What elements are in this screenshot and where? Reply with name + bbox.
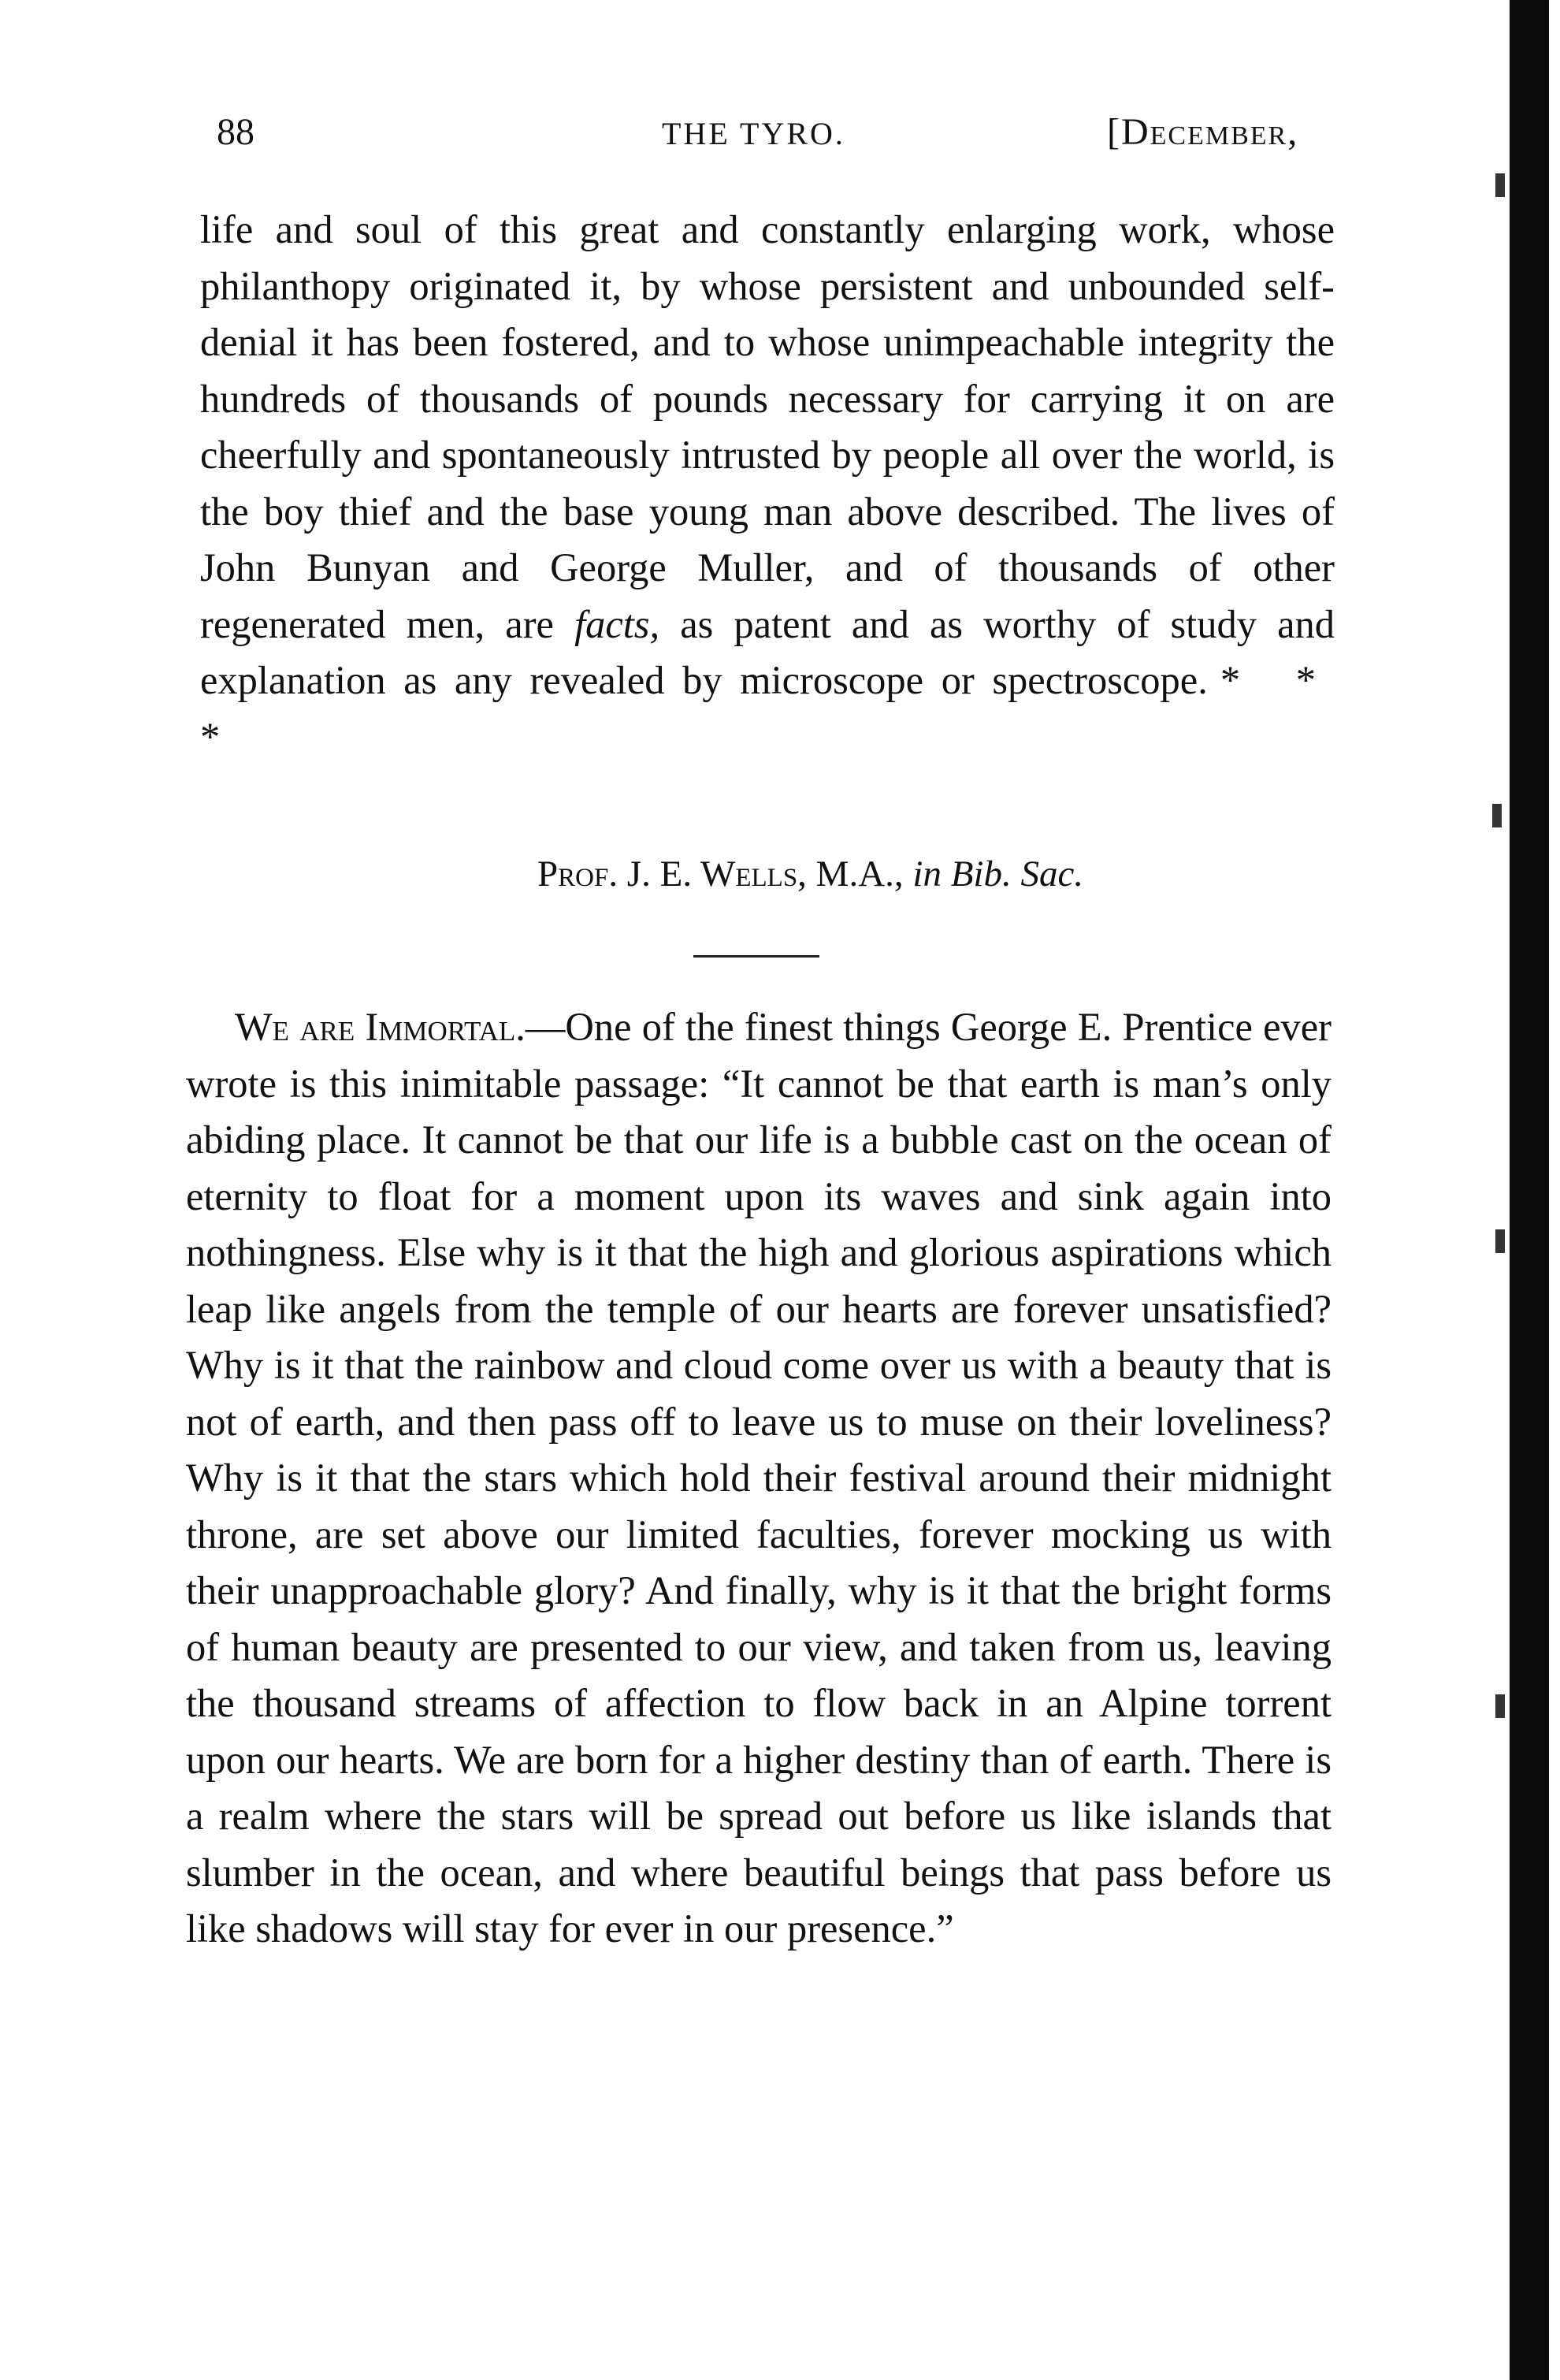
- emphasis-text: facts,: [574, 601, 660, 646]
- article-immortal: [186, 999, 1332, 1958]
- article-heading: We are Immortal.: [235, 1005, 526, 1049]
- attribution-source: in Bib. Sac.: [912, 853, 1084, 894]
- running-header: [0, 110, 1560, 165]
- attribution-author: Prof. J. E. Wells, M.A.,: [537, 853, 904, 894]
- scan-mark: [1495, 1229, 1505, 1253]
- scan-mark: [1495, 1694, 1505, 1718]
- scan-mark: [1495, 173, 1505, 197]
- scan-mark: [1492, 804, 1502, 827]
- running-date: [December,: [1107, 111, 1299, 153]
- paragraph-text-end: as patent and as worthy of study and explanation as any revealed by microscope or spectroscope.: [200, 601, 1335, 702]
- section-divider: [693, 955, 819, 958]
- article-body: —One of the finest things George E. Prentice ever wrote is this inimitable passage: “It cannot be that earth is man’s only abiding place. It cannot be that our life is a bubble cast on the ocean of eternity to float for a moment upon its waves and sink again into nothingness. Else why is it that the high and glorious aspirations which leap like angels from the temple of our hearts are forever unsatisfied? Why is it that the rainbow and cloud come over us with a beauty that is not of earth, and then pass off to leave us to muse on their loveliness? Why is it that the stars which hold their festival around their midnight throne, are set above our limited faculties, forever mocking us with their unapproachable glory? And finally, why is it that the bright forms of human beauty are presented to our view, and taken from us, leaving the thousand streams of affection to flow back in an Alpine torrent upon our hearts. We are born for a higher destiny than of earth. There is a realm where the stars will be spread out before us like islands that slumber in the ocean, and where beautiful beings that pass before us like shadows will stay for ever in our presence.”: [186, 1005, 1332, 1950]
- running-title: THE TYRO.: [662, 116, 845, 151]
- scan-edge-bar: [1510, 0, 1549, 2380]
- asterism: * * *: [200, 658, 1335, 759]
- paragraph-text: life and soul of this great and constantly enlarging work, whose philanthopy originated it, by whose persistent and unbounded self-denial it has been fostered, and to whose unimpeachable integrity the hundreds of thousands of pounds necessary for carrying it on are cheerfully and spontaneously intrusted by people all over the world, is the boy thief and the base young man above described. The lives of John Bunyan and George Muller, and of thousands of other regenerated men, are: [200, 207, 1335, 646]
- page-number: 88: [217, 111, 254, 153]
- paragraph-continuation: [200, 202, 1335, 765]
- attribution: [537, 853, 1083, 895]
- scan-edge: [1510, 0, 1560, 2380]
